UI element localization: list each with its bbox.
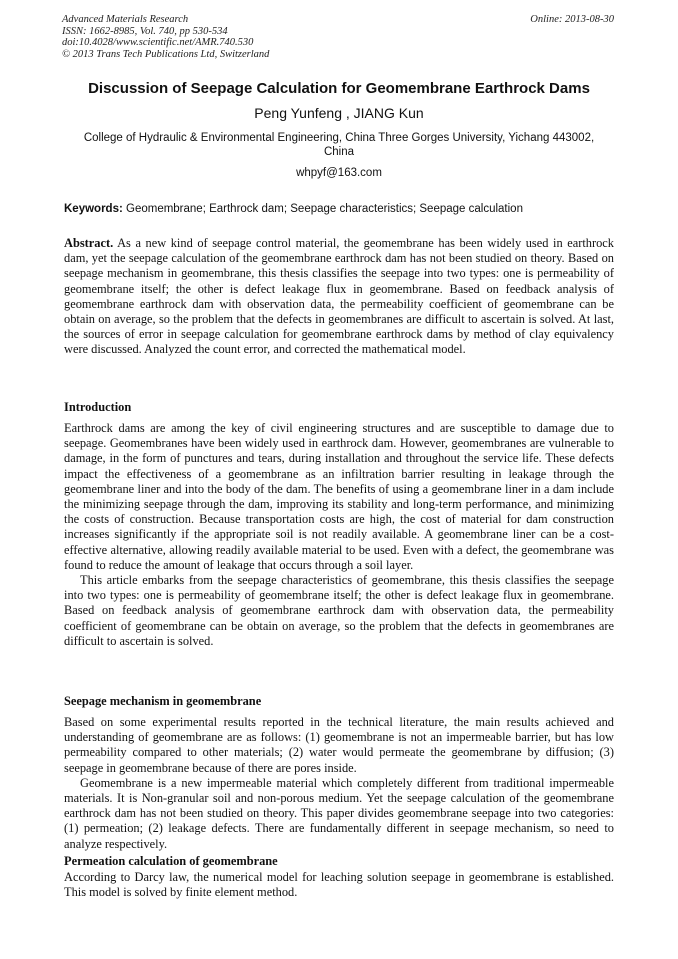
paper-authors: Peng Yunfeng , JIANG Kun xyxy=(254,105,424,121)
doi-line: doi:10.4028/www.scientific.net/AMR.740.530 xyxy=(62,37,254,48)
online-date: Online: 2013-08-30 xyxy=(530,14,614,25)
introduction-body xyxy=(64,421,614,649)
abstract-label: Abstract. xyxy=(64,236,114,250)
keywords-text: Geomembrane; Earthrock dam; Seepage characteristics; Seepage calculation xyxy=(126,203,523,215)
seepage-mechanism-body xyxy=(64,715,614,852)
keywords xyxy=(64,202,620,216)
affiliation: College of Hydraulic & Environmental Engineering, China Three Gorges University, Yichang 443002, China xyxy=(83,132,595,158)
seepage-mechanism-heading: Seepage mechanism in geomembrane xyxy=(64,694,262,708)
author-email: whpyf@163.com xyxy=(296,167,382,179)
permeation-body xyxy=(64,870,614,900)
introduction-paragraph-2: This article embarks from the seepage characteristics of geomembrane, this thesis classifies the seepage into two types: one is permeability of geomembrane itself; the other is defect leakage flux in geomembrane. Based on feedback analysis of geomembrane earthrock dam with observation data, the permeability coefficient of geomembrane can be obtain on average, so the problem that the defects in geomembranes are difficult to ascertain is solved. xyxy=(64,573,614,648)
journal-name: Advanced Materials Research xyxy=(62,14,189,25)
seepage-paragraph-1: Based on some experimental results reported in the technical literature, the main results achieved and understanding of geomembrane are as follows: (1) geomembrane is not an impermeable barrier, but has low permeability compared to other materials; (2) water would permeate the geomembrane by diffusion; (3) seepage in geomembrane because of there are pores inside. xyxy=(64,715,614,775)
permeation-heading: Permeation calculation of geomembrane xyxy=(64,854,278,868)
introduction-paragraph-1: Earthrock dams are among the key of civil engineering structures and are susceptible to damage due to seepage. Geomembranes have been widely used in earthrock dam. However, geomembranes are vulnerable to damage, in the form of punctures and tears, during installation and throughout the service life. These defects impact the effectiveness of a geomembrane as an infiltration barrier resulting in leakage through the geomembrane liner and into the body of the dam. The benefits of using a geomembrane liner in a dam include the minimizing seepage through the dam, improving its stability and long-term performance, and minimizing the costs of construction. Because transportation costs are high, the cost of material for dam construction increases significantly if the appropriate soil is not readily available. A geomembrane liner can be a cost-effective alternative, allowing readily available material to be used. Even with a defect, the geomembrane was found to reduce the amount of leakage that occurs through a soil layer. xyxy=(64,421,614,572)
abstract xyxy=(64,236,614,358)
permeation-paragraph-1: According to Darcy law, the numerical model for leaching solution seepage in geomembrane is established. This model is solved by finite element method. xyxy=(64,870,614,900)
paper-title: Discussion of Seepage Calculation for Geomembrane Earthrock Dams xyxy=(88,80,590,97)
seepage-paragraph-2: Geomembrane is a new impermeable material which completely different from traditional impermeable materials. It is Non-granular soil and non-porous medium. Yet the seepage calculation of the geomembrane earthrock dam has not been studied on theory. This paper divides geomembrane seepage into two categories: (1) permeation; (2) leakage defects. There are fundamentally different in seepage mechanism, so need to analyze respectively. xyxy=(64,775,614,851)
copyright-line: © 2013 Trans Tech Publications Ltd, Switzerland xyxy=(62,48,270,60)
keywords-label: Keywords: xyxy=(64,203,123,215)
issn-line: ISSN: 1662-8985, Vol. 740, pp 530-534 xyxy=(62,25,228,37)
abstract-text: As a new kind of seepage control material, the geomembrane has been widely used in earthrock dam, yet the seepage calculation of the geomembrane earthrock dam has not been studied on theory. Based on seepage mechanism in geomembrane, this thesis classifies the seepage into two types: one is permeability of geomembrane itself; the other is defect leakage flux in geomembrane. Based on feedback analysis of geomembrane earthrock dam with observation data, the permeability coefficient of geomembrane can be obtain on average, so the problem that the defects in geomembranes are difficult to ascertain is solved. At last, the sources of error in seepage calculation for geomembrane earthrock dams by method of clay equivalency were discussed. Analyzed the count error, and corrected the mathematical model. xyxy=(64,236,614,357)
journal-header xyxy=(62,14,618,60)
introduction-heading: Introduction xyxy=(64,400,132,414)
